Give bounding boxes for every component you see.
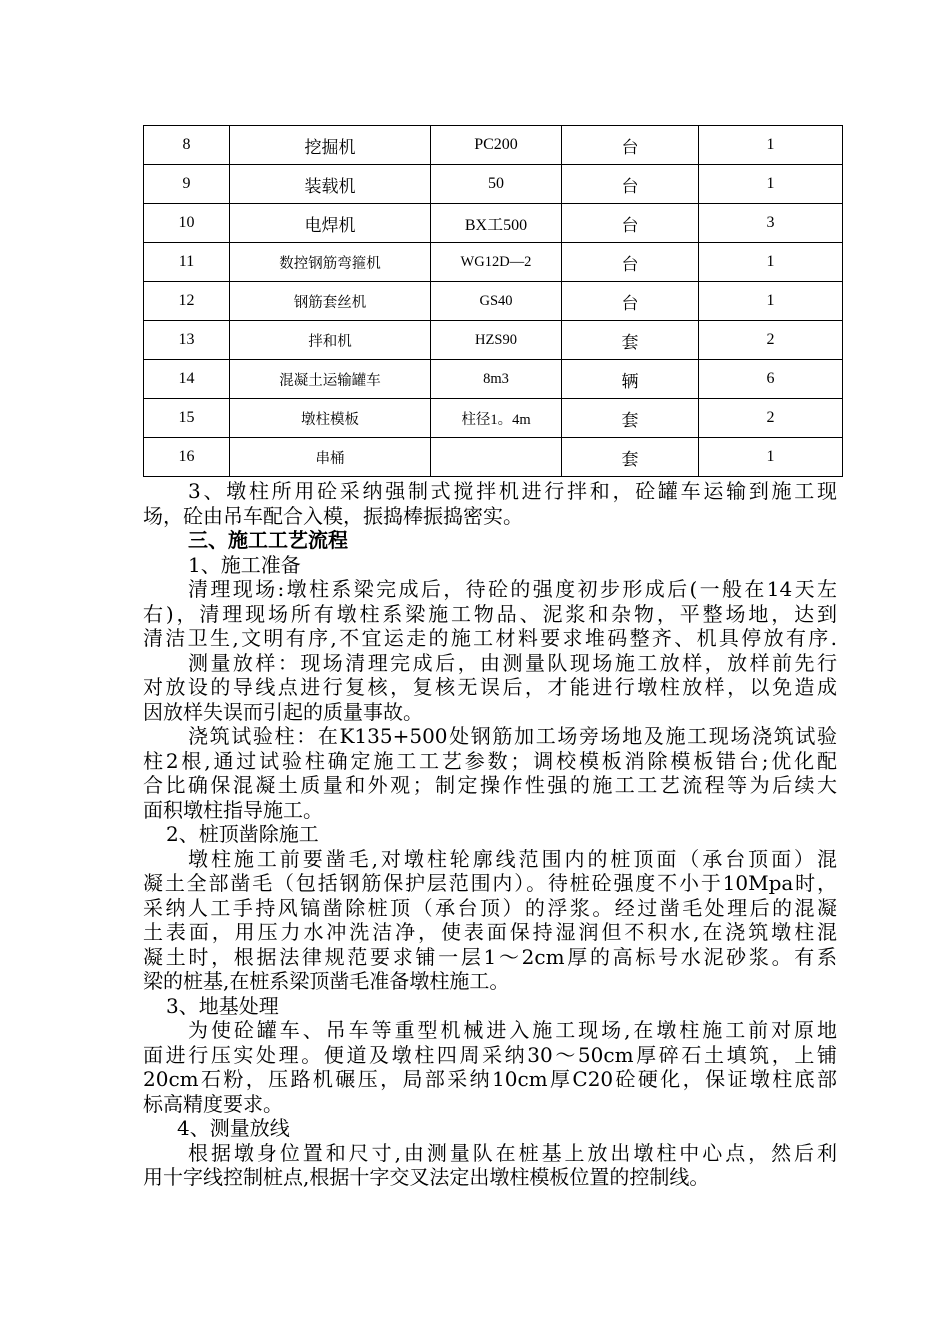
cell-model: 柱径1。4m [431,399,562,438]
paragraph-line: 对放设的导线点进行复核，复核无误后，才能进行墩柱放样，以免造成 [143,675,837,699]
cell-unit: 台 [562,126,699,165]
cell-qty: 3 [699,204,843,243]
paragraph-line: 凝土全部凿毛（包括钢筋保护层范围内）。待桩砼强度不小于10Mpa时， [143,871,837,895]
paragraph-line: 面积墩柱指导施工。 [143,797,323,822]
cell-name: 拌和机 [230,321,431,360]
cell-no: 8 [144,126,230,165]
cell-no: 16 [144,438,230,477]
cell-no: 11 [144,243,230,282]
paragraph-line: 因放样失误而引起的质量事故。 [143,699,423,724]
paragraph-line: 柱2根,通过试验柱确定施工工艺参数；调校模板消除模板错台;优化配 [143,748,837,773]
cell-no: 9 [144,165,230,204]
cell-model: GS40 [431,282,562,321]
equipment-table [143,125,843,477]
subsection-title: 2、桩顶凿除施工 [166,822,319,846]
paragraph-line: 根据墩身位置和尺寸,由测量队在桩基上放出墩柱中心点，然后利 [188,1140,837,1165]
cell-no: 13 [144,321,230,360]
cell-unit: 台 [562,165,699,204]
table-row [144,126,843,165]
cell-no: 10 [144,204,230,243]
paragraph-line: 3、墩柱所用砼采纳强制式搅拌机进行拌和，砼罐车运输到施工现 [188,479,837,503]
paragraph-line: 梁的桩基,在桩系梁顶凿毛准备墩柱施工。 [143,969,510,993]
paragraph-line: 清洁卫生,文明有序,不宜运走的施工材料要求堆码整齐、机具停放有序. [143,626,837,650]
cell-unit: 辆 [562,360,699,399]
table-row [144,282,843,321]
paragraph-line: 墩柱施工前要凿毛,对墩柱轮廓线范围内的桩顶面（承台顶面）混 [188,846,837,871]
subsection-title: 1、施工准备 [188,552,301,577]
paragraph-line: 面进行压实处理。便道及墩柱四周采纳30～50cm厚碎石土填筑，上铺 [143,1042,837,1067]
paragraph-line: 浇筑试验柱：在K135+500处钢筋加工场旁场地及施工现场浇筑试验 [188,724,837,748]
cell-model: BX工500 [431,204,562,243]
cell-qty: 6 [699,360,843,399]
paragraph-line: 用十字线控制桩点,根据十字交叉法定出墩柱模板位置的控制线。 [143,1165,710,1189]
subsection-title: 3、地基处理 [166,993,279,1018]
table-row [144,321,843,360]
paragraph-line: 清理现场:墩柱系梁完成后，待砼的强度初步形成后(一般在14天左 [188,577,837,601]
cell-unit: 套 [562,438,699,477]
cell-model [431,438,562,477]
cell-name: 装载机 [230,165,431,204]
table-row [144,165,843,204]
paragraph-line: 标高精度要求。 [143,1091,283,1116]
paragraph-line: 采纳人工手持风镐凿除桩顶（承台顶）的浮浆。经过凿毛处理后的混凝 [143,895,837,920]
table-row [144,399,843,438]
cell-unit: 台 [562,282,699,321]
cell-name: 挖掘机 [230,126,431,165]
paragraph-line: 为使砼罐车、吊车等重型机械进入施工现场,在墩柱施工前对原地 [188,1018,837,1042]
cell-model: 8m3 [431,360,562,399]
cell-name: 电焊机 [230,204,431,243]
cell-name: 钢筋套丝机 [230,282,431,321]
paragraph-line: 20cm石粉，压路机碾压，局部采纳10cm厚C20砼硬化，保证墩柱底部 [143,1067,837,1091]
cell-unit: 台 [562,204,699,243]
document-body [143,479,837,1190]
cell-model: PC200 [431,126,562,165]
paragraph-line: 凝土时，根据法律规范要求铺一层1～2cm厚的高标号水泥砂浆。有系 [143,944,837,969]
cell-model: WG12D—2 [431,243,562,282]
cell-no: 12 [144,282,230,321]
cell-qty: 1 [699,243,843,282]
cell-qty: 1 [699,282,843,321]
cell-no: 14 [144,360,230,399]
subsection-title: 4、测量放线 [177,1116,290,1140]
cell-qty: 2 [699,399,843,438]
cell-unit: 台 [562,243,699,282]
cell-qty: 2 [699,321,843,360]
cell-qty: 1 [699,126,843,165]
cell-name: 墩柱模板 [230,399,431,438]
paragraph-line: 场，砼由吊车配合入模，振捣棒振捣密实。 [143,503,523,528]
cell-unit: 套 [562,399,699,438]
cell-no: 15 [144,399,230,438]
cell-name: 串桶 [230,438,431,477]
cell-qty: 1 [699,438,843,477]
table-row [144,438,843,477]
paragraph-line: 测量放样：现场清理完成后，由测量队现场施工放样，放样前先行 [188,650,837,675]
paragraph-line: 土表面，用压力水冲洗洁净，使表面保持湿润但不积水,在浇筑墩柱混 [143,920,837,944]
cell-model: 50 [431,165,562,204]
table-row [144,204,843,243]
cell-name: 数控钢筋弯箍机 [230,243,431,282]
paragraph-line: 右)，清理现场所有墩柱系梁施工物品、泥浆和杂物，平整场地，达到 [143,601,837,626]
section-heading: 三、施工工艺流程 [188,528,348,552]
cell-unit: 套 [562,321,699,360]
paragraph-line: 合比确保混凝土质量和外观；制定操作性强的施工工艺流程等为后续大 [143,773,837,797]
cell-qty: 1 [699,165,843,204]
cell-name: 混凝土运输罐车 [230,360,431,399]
table-row [144,243,843,282]
cell-model: HZS90 [431,321,562,360]
table-row [144,360,843,399]
